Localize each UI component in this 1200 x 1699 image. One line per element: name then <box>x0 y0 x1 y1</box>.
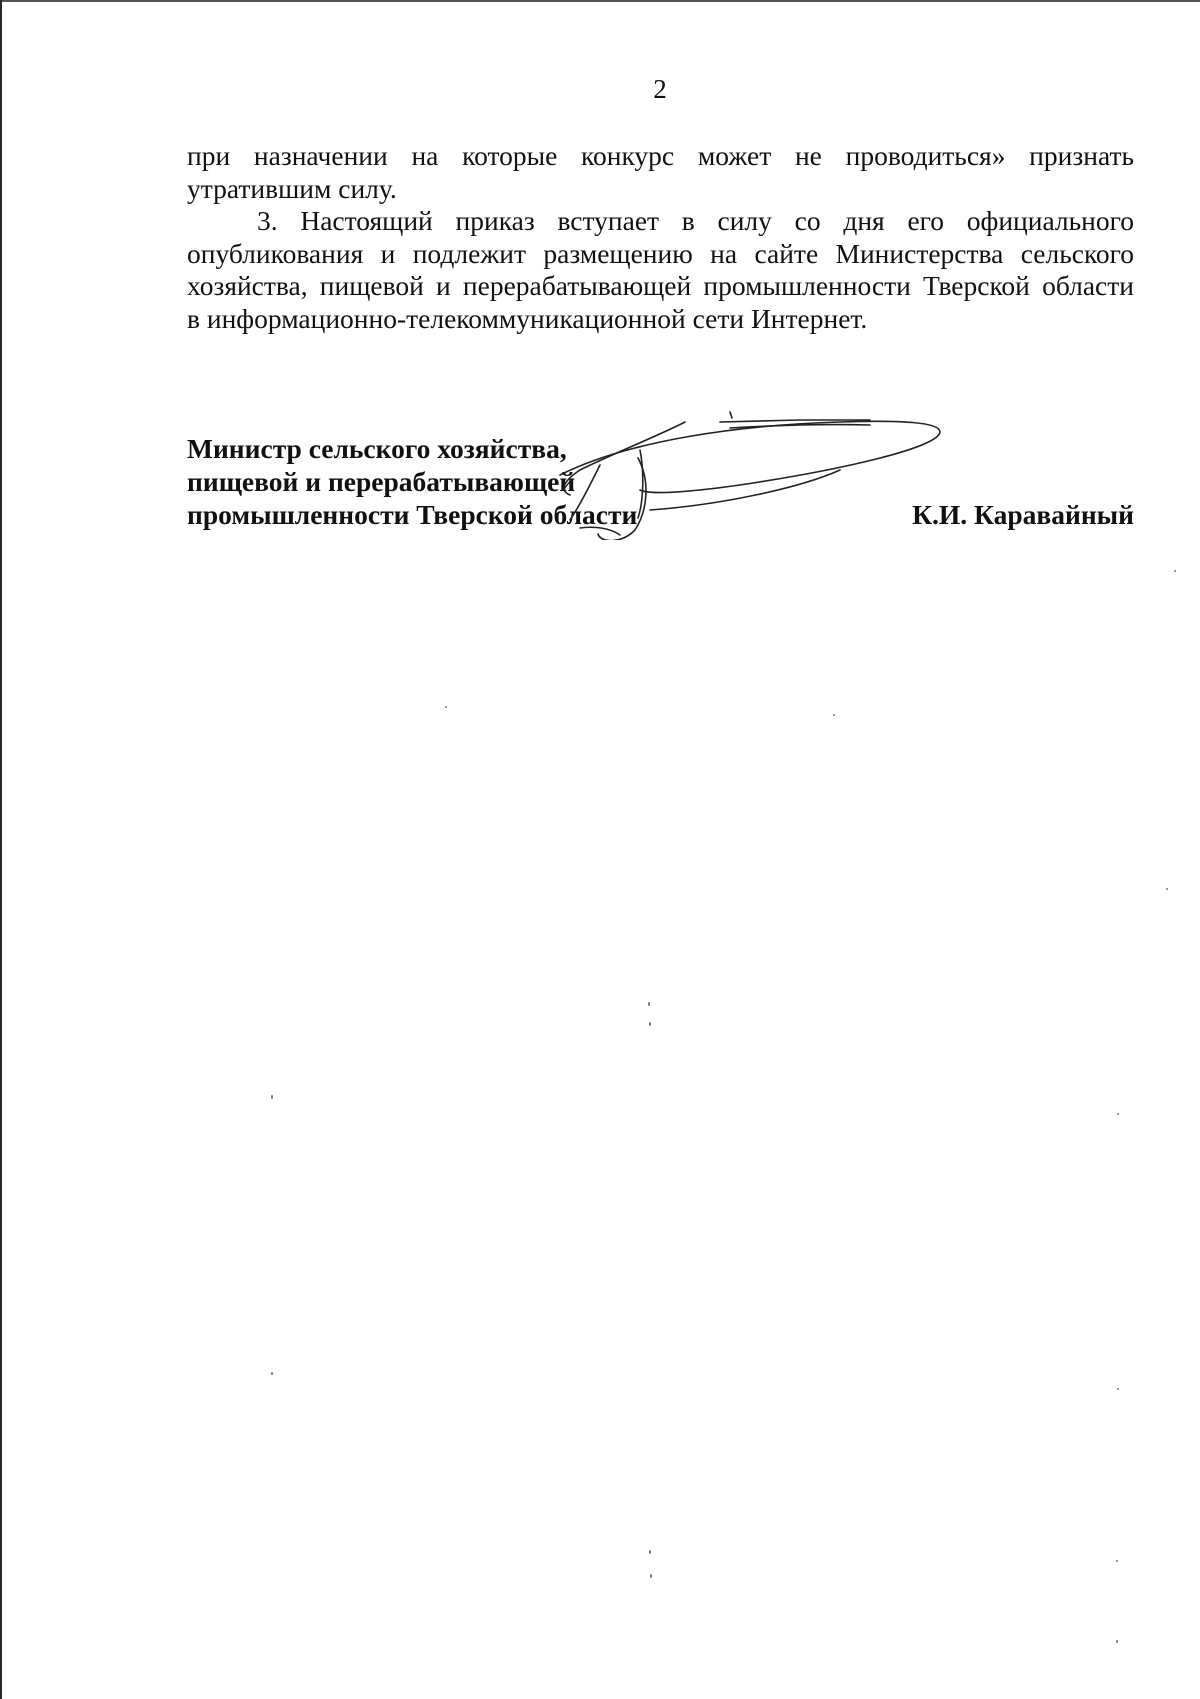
scan-speck <box>648 1002 650 1006</box>
handwritten-signature <box>540 410 960 540</box>
scan-speck <box>271 1372 273 1375</box>
scan-speck <box>445 706 447 708</box>
scan-border-left <box>0 0 2 1699</box>
signatory-title-line-1: Министр сельского хозяйства, <box>187 433 567 464</box>
scan-speck <box>833 714 835 716</box>
paragraph-1-line-2: утратившим силу. <box>187 172 397 204</box>
scan-speck <box>1166 888 1168 890</box>
scan-speck <box>271 1095 273 1099</box>
scan-speck <box>1116 1560 1118 1562</box>
paragraph-2-line-3: хозяйства, пищевой и перерабатывающей промышленности Тверской области <box>187 270 1134 301</box>
signatory-title-line-2: пищевой и перерабатывающей <box>187 466 576 497</box>
scan-speck <box>1116 1640 1118 1643</box>
scan-border-top <box>0 0 1200 2</box>
signatory-title-line-3: промышленности Тверской области <box>187 499 638 530</box>
signatory-name: К.И. Каравайный <box>912 499 1134 530</box>
signature-strokes <box>560 412 940 540</box>
paragraph-2-line-1: 3. Настоящий приказ вступает в силу со дня его официального <box>257 205 1134 236</box>
page-number: 2 <box>653 74 667 104</box>
scan-speck <box>650 1574 652 1578</box>
paragraph-2-line-4: в информационно-телекоммуникационной сети Интернет. <box>187 302 868 334</box>
scan-speck <box>1174 570 1176 572</box>
scan-speck <box>649 1550 651 1554</box>
paragraph-2-line-2: опубликования и подлежит размещению на сайте Министерства сельского <box>187 237 1134 269</box>
scan-speck <box>1117 1388 1119 1390</box>
scan-speck <box>649 1022 651 1026</box>
paragraph-2 <box>187 205 1134 335</box>
paragraph-1 <box>187 140 1134 205</box>
scan-speck <box>1117 1113 1119 1115</box>
paragraph-1-line-1: при назначении на которые конкурс может не проводиться» признать <box>187 140 1134 171</box>
